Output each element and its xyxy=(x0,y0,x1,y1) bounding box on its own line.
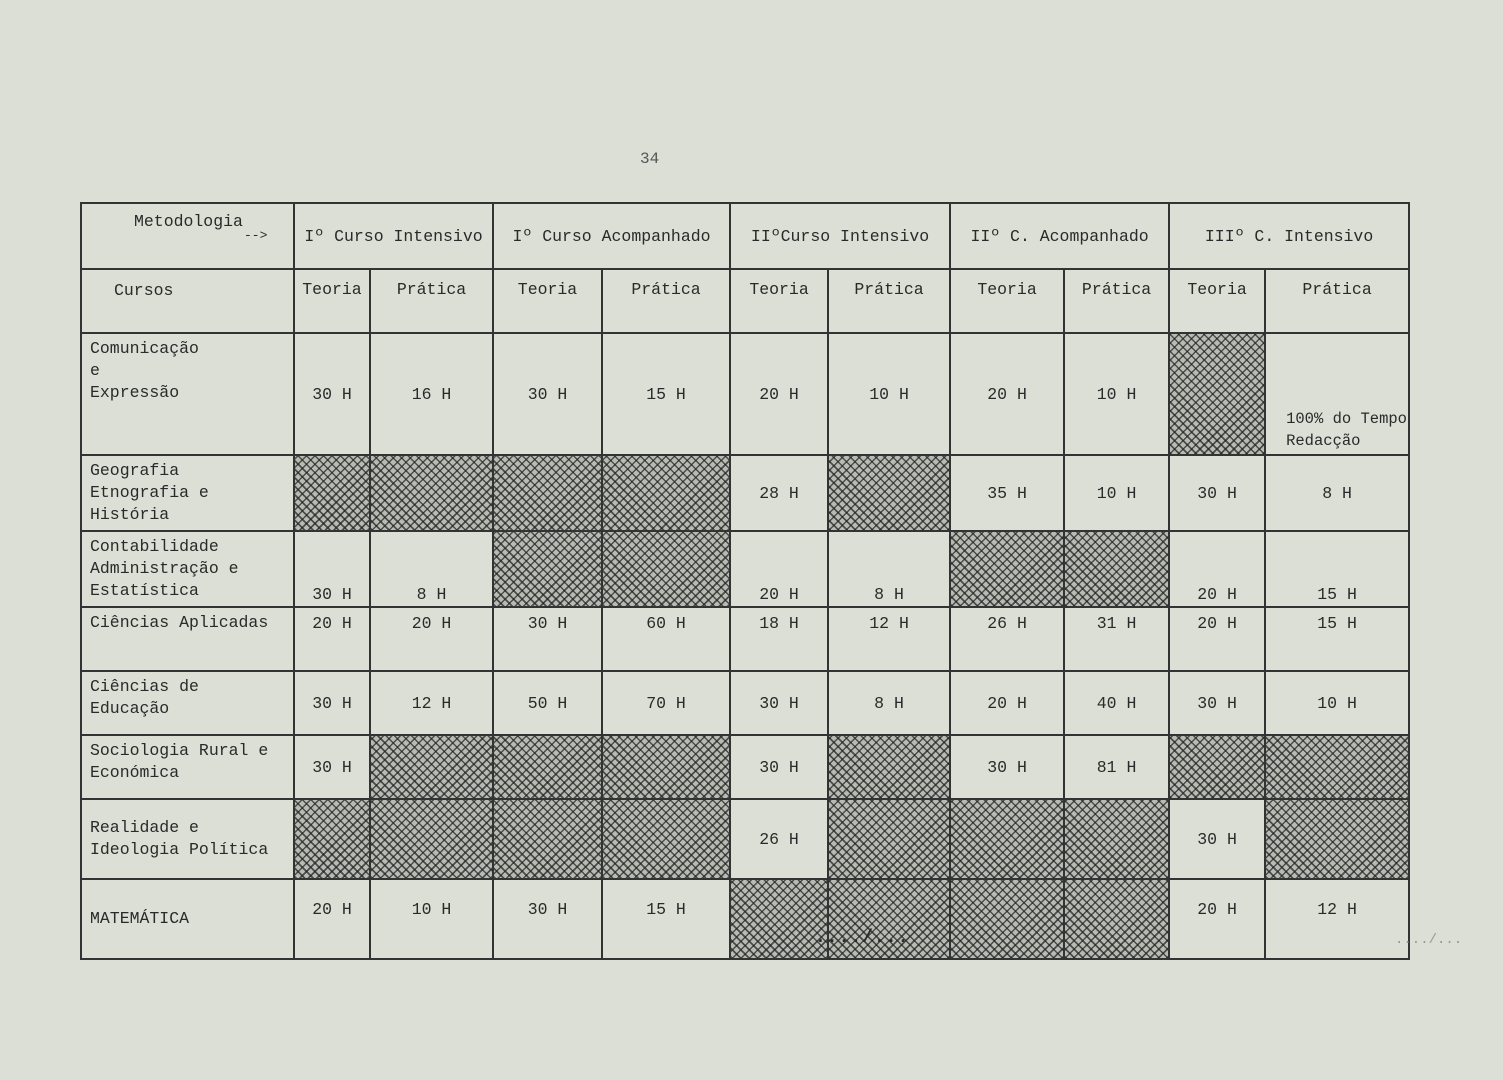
hours-cell: 20 H xyxy=(1169,879,1265,959)
hours-cell: 10 H xyxy=(1064,455,1169,531)
table-row xyxy=(81,531,1409,607)
hours-cell: 15 H xyxy=(602,333,730,455)
hatched-cell xyxy=(950,879,1064,959)
hatched-cell xyxy=(1064,531,1169,607)
hours-cell: 30 H xyxy=(730,735,828,799)
hours-cell: 15 H xyxy=(602,879,730,959)
hatched-cell xyxy=(294,455,370,531)
table-row xyxy=(81,671,1409,735)
hours-cell: 12 H xyxy=(370,671,493,735)
table-row xyxy=(81,799,1409,879)
hours-cell: 30 H xyxy=(294,333,370,455)
hours-cell: 20 H xyxy=(294,607,370,671)
hatched-cell xyxy=(1064,879,1169,959)
theory-header: Teoria xyxy=(730,269,828,333)
faint-continuation-mark: ..../... xyxy=(1395,932,1463,948)
hatched-cell xyxy=(950,531,1064,607)
course-header-3: IIºCurso Intensivo xyxy=(730,203,950,269)
hours-cell: 12 H xyxy=(828,607,950,671)
methodology-header xyxy=(81,203,294,269)
hours-cell: 70 H xyxy=(602,671,730,735)
hours-cell: 30 H xyxy=(294,735,370,799)
hours-cell: 8 H xyxy=(1265,455,1409,531)
hours-cell: 30 H xyxy=(1169,455,1265,531)
hours-cell: 40 H xyxy=(1064,671,1169,735)
practice-header: Prática xyxy=(828,269,950,333)
hours-cell: 30 H xyxy=(1169,671,1265,735)
hatched-cell xyxy=(1064,799,1169,879)
hatched-cell xyxy=(730,879,828,959)
subject-label: Geografia Etnografia e História xyxy=(81,455,294,531)
page-number: 34 xyxy=(640,150,660,168)
hours-cell: 35 H xyxy=(950,455,1064,531)
hatched-cell xyxy=(493,455,602,531)
hours-cell: 31 H xyxy=(1064,607,1169,671)
subject-label: Sociologia Rural e Económica xyxy=(81,735,294,799)
hours-cell: 30 H xyxy=(950,735,1064,799)
theory-header: Teoria xyxy=(950,269,1064,333)
hatched-cell xyxy=(602,531,730,607)
practice-header: Prática xyxy=(370,269,493,333)
practice-header: Prática xyxy=(1265,269,1409,333)
hours-cell: 10 H xyxy=(370,879,493,959)
hatched-cell xyxy=(370,799,493,879)
hatched-cell xyxy=(493,531,602,607)
hatched-cell xyxy=(602,455,730,531)
hatched-cell xyxy=(602,735,730,799)
subject-label: Ciências de Educação xyxy=(81,671,294,735)
hours-cell: 30 H xyxy=(294,531,370,607)
hours-cell: 20 H xyxy=(1169,531,1265,607)
course-header-2: Iº Curso Acompanhado xyxy=(493,203,730,269)
hours-cell: 10 H xyxy=(828,333,950,455)
hours-cell: 81 H xyxy=(1064,735,1169,799)
hours-cell: 26 H xyxy=(950,607,1064,671)
practice-header: Prática xyxy=(1064,269,1169,333)
hours-cell: 8 H xyxy=(370,531,493,607)
right-arrow-icon: --> xyxy=(244,228,268,243)
subject-label: Realidade e Ideologia Política xyxy=(81,799,294,879)
hours-cell: 28 H xyxy=(730,455,828,531)
continuation-mark: ..../... xyxy=(815,928,910,948)
course-header-5: IIIº C. Intensivo xyxy=(1169,203,1409,269)
subject-label: MATEMÁTICA xyxy=(81,879,294,959)
hours-cell: 30 H xyxy=(730,671,828,735)
theory-header: Teoria xyxy=(1169,269,1265,333)
hatched-cell xyxy=(828,799,950,879)
table-row xyxy=(81,607,1409,671)
hatched-cell xyxy=(1265,735,1409,799)
hours-cell: 10 H xyxy=(1265,671,1409,735)
hours-cell: 30 H xyxy=(1169,799,1265,879)
hours-cell: 50 H xyxy=(493,671,602,735)
hours-cell: 30 H xyxy=(493,333,602,455)
hours-cell: 20 H xyxy=(370,607,493,671)
hatched-cell xyxy=(493,735,602,799)
hatched-cell xyxy=(1265,799,1409,879)
hours-cell: 20 H xyxy=(1169,607,1265,671)
hours-cell: 8 H xyxy=(828,671,950,735)
hours-cell: 8 H xyxy=(828,531,950,607)
hours-cell: 15 H xyxy=(1265,607,1409,671)
hatched-cell xyxy=(1169,735,1265,799)
subject-label: Ciências Aplicadas xyxy=(81,607,294,671)
hours-cell: 12 H xyxy=(1265,879,1409,959)
curriculum-table xyxy=(80,202,1410,960)
theory-header: Teoria xyxy=(294,269,370,333)
hours-cell: 20 H xyxy=(950,333,1064,455)
hatched-cell xyxy=(1169,333,1265,455)
hours-cell: 20 H xyxy=(730,333,828,455)
hatched-cell xyxy=(950,799,1064,879)
hours-cell: 26 H xyxy=(730,799,828,879)
hatched-cell xyxy=(370,455,493,531)
hatched-cell xyxy=(294,799,370,879)
hours-cell: 20 H xyxy=(294,879,370,959)
course-header-4: IIº C. Acompanhado xyxy=(950,203,1169,269)
hours-cell: 30 H xyxy=(493,879,602,959)
hours-cell: 60 H xyxy=(602,607,730,671)
hatched-cell xyxy=(493,799,602,879)
hatched-cell xyxy=(828,735,950,799)
theory-header: Teoria xyxy=(493,269,602,333)
table-row xyxy=(81,455,1409,531)
hours-cell: 20 H xyxy=(730,531,828,607)
subject-label: Comunicação e Expressão xyxy=(81,333,294,455)
hours-cell: 30 H xyxy=(294,671,370,735)
course-header-1: Iº Curso Intensivo xyxy=(294,203,493,269)
table-row xyxy=(81,735,1409,799)
table-row xyxy=(81,879,1409,959)
hours-cell: 18 H xyxy=(730,607,828,671)
subject-label: Contabilidade Administração e Estatística xyxy=(81,531,294,607)
hatched-cell xyxy=(828,455,950,531)
hours-cell: 10 H xyxy=(1064,333,1169,455)
practice-header: Prática xyxy=(602,269,730,333)
note-cell: 100% do Tempo Redacção xyxy=(1265,333,1409,455)
hours-cell: 30 H xyxy=(493,607,602,671)
hours-cell: 15 H xyxy=(1265,531,1409,607)
courses-label: Cursos xyxy=(81,269,294,333)
table-row xyxy=(81,333,1409,455)
hours-cell: 20 H xyxy=(950,671,1064,735)
hours-cell: 16 H xyxy=(370,333,493,455)
hatched-cell xyxy=(602,799,730,879)
methodology-label: Metodologia xyxy=(134,212,243,231)
hatched-cell xyxy=(370,735,493,799)
